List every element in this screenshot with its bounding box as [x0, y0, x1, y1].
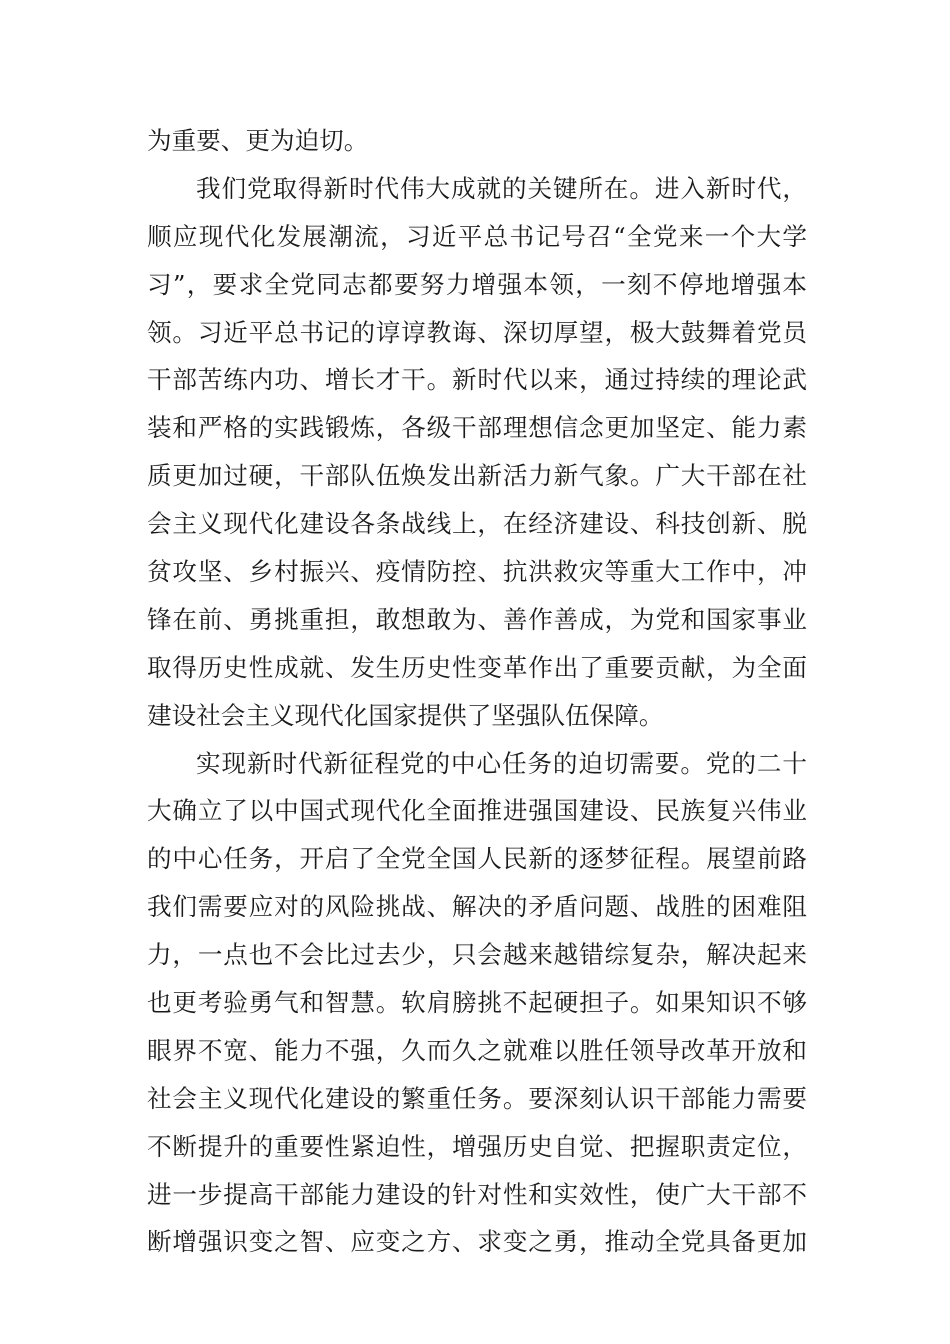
text-line: 不断提升的重要性紧迫性，增强历史自觉、把握职责定位，: [147, 1131, 807, 1161]
text-line: 贫攻坚、乡村振兴、疫情防控、抗洪救灾等重大工作中，冲: [147, 557, 807, 587]
text-line: 为重要、更为迫切。: [147, 126, 369, 155]
text-line: 习”，要求全党同志都要努力增强本领，一刻不停地增强本: [147, 269, 807, 299]
text-line: 力，一点也不会比过去少，只会越来越错综复杂，解决起来: [147, 940, 807, 970]
text-line: 大确立了以中国式现代化全面推进强国建设、民族复兴伟业: [147, 796, 807, 826]
body-text: [147, 117, 807, 1266]
text-line: 领。习近平总书记的谆谆教诲、深切厚望，极大鼓舞着党员: [147, 317, 807, 347]
text-line: 会主义现代化建设各条战线上，在经济建设、科技创新、脱: [147, 509, 807, 539]
text-line: 进一步提高干部能力建设的针对性和实效性，使广大干部不: [147, 1179, 807, 1209]
text-line: 也更考验勇气和智慧。软肩膀挑不起硬担子。如果知识不够: [147, 988, 807, 1018]
paragraph-first-line: 我们党取得新时代伟大成就的关键所在。进入新时代，: [196, 173, 807, 203]
text-line: 取得历史性成就、发生历史性变革作出了重要贡献，为全面: [147, 652, 807, 682]
text-line: 装和严格的实践锻炼，各级干部理想信念更加坚定、能力素: [147, 413, 807, 443]
text-line: 的中心任务，开启了全党全国人民新的逐梦征程。展望前路: [147, 844, 807, 874]
text-line: 建设社会主义现代化国家提供了坚强队伍保障。: [147, 700, 664, 730]
text-line: 锋在前、勇挑重担，敢想敢为、善作善成，为党和国家事业: [147, 604, 807, 634]
text-line: 顺应现代化发展潮流，习近平总书记号召“全党来一个大学: [147, 221, 807, 251]
text-line: 干部苦练内功、增长才干。新时代以来，通过持续的理论武: [147, 365, 807, 395]
text-line: 我们需要应对的风险挑战、解决的矛盾问题、战胜的困难阻: [147, 892, 807, 922]
text-line: 社会主义现代化建设的繁重任务。要深刻认识干部能力需要: [147, 1083, 807, 1113]
text-line: 质更加过硬，干部队伍焕发出新活力新气象。广大干部在社: [147, 461, 807, 491]
text-line: 断增强识变之智、应变之方、求变之勇，推动全党具备更加: [147, 1227, 807, 1257]
paragraph-first-line: 实现新时代新征程党的中心任务的迫切需要。党的二十: [196, 748, 807, 778]
text-line: 眼界不宽、能力不强，久而久之就难以胜任领导改革开放和: [147, 1035, 807, 1065]
